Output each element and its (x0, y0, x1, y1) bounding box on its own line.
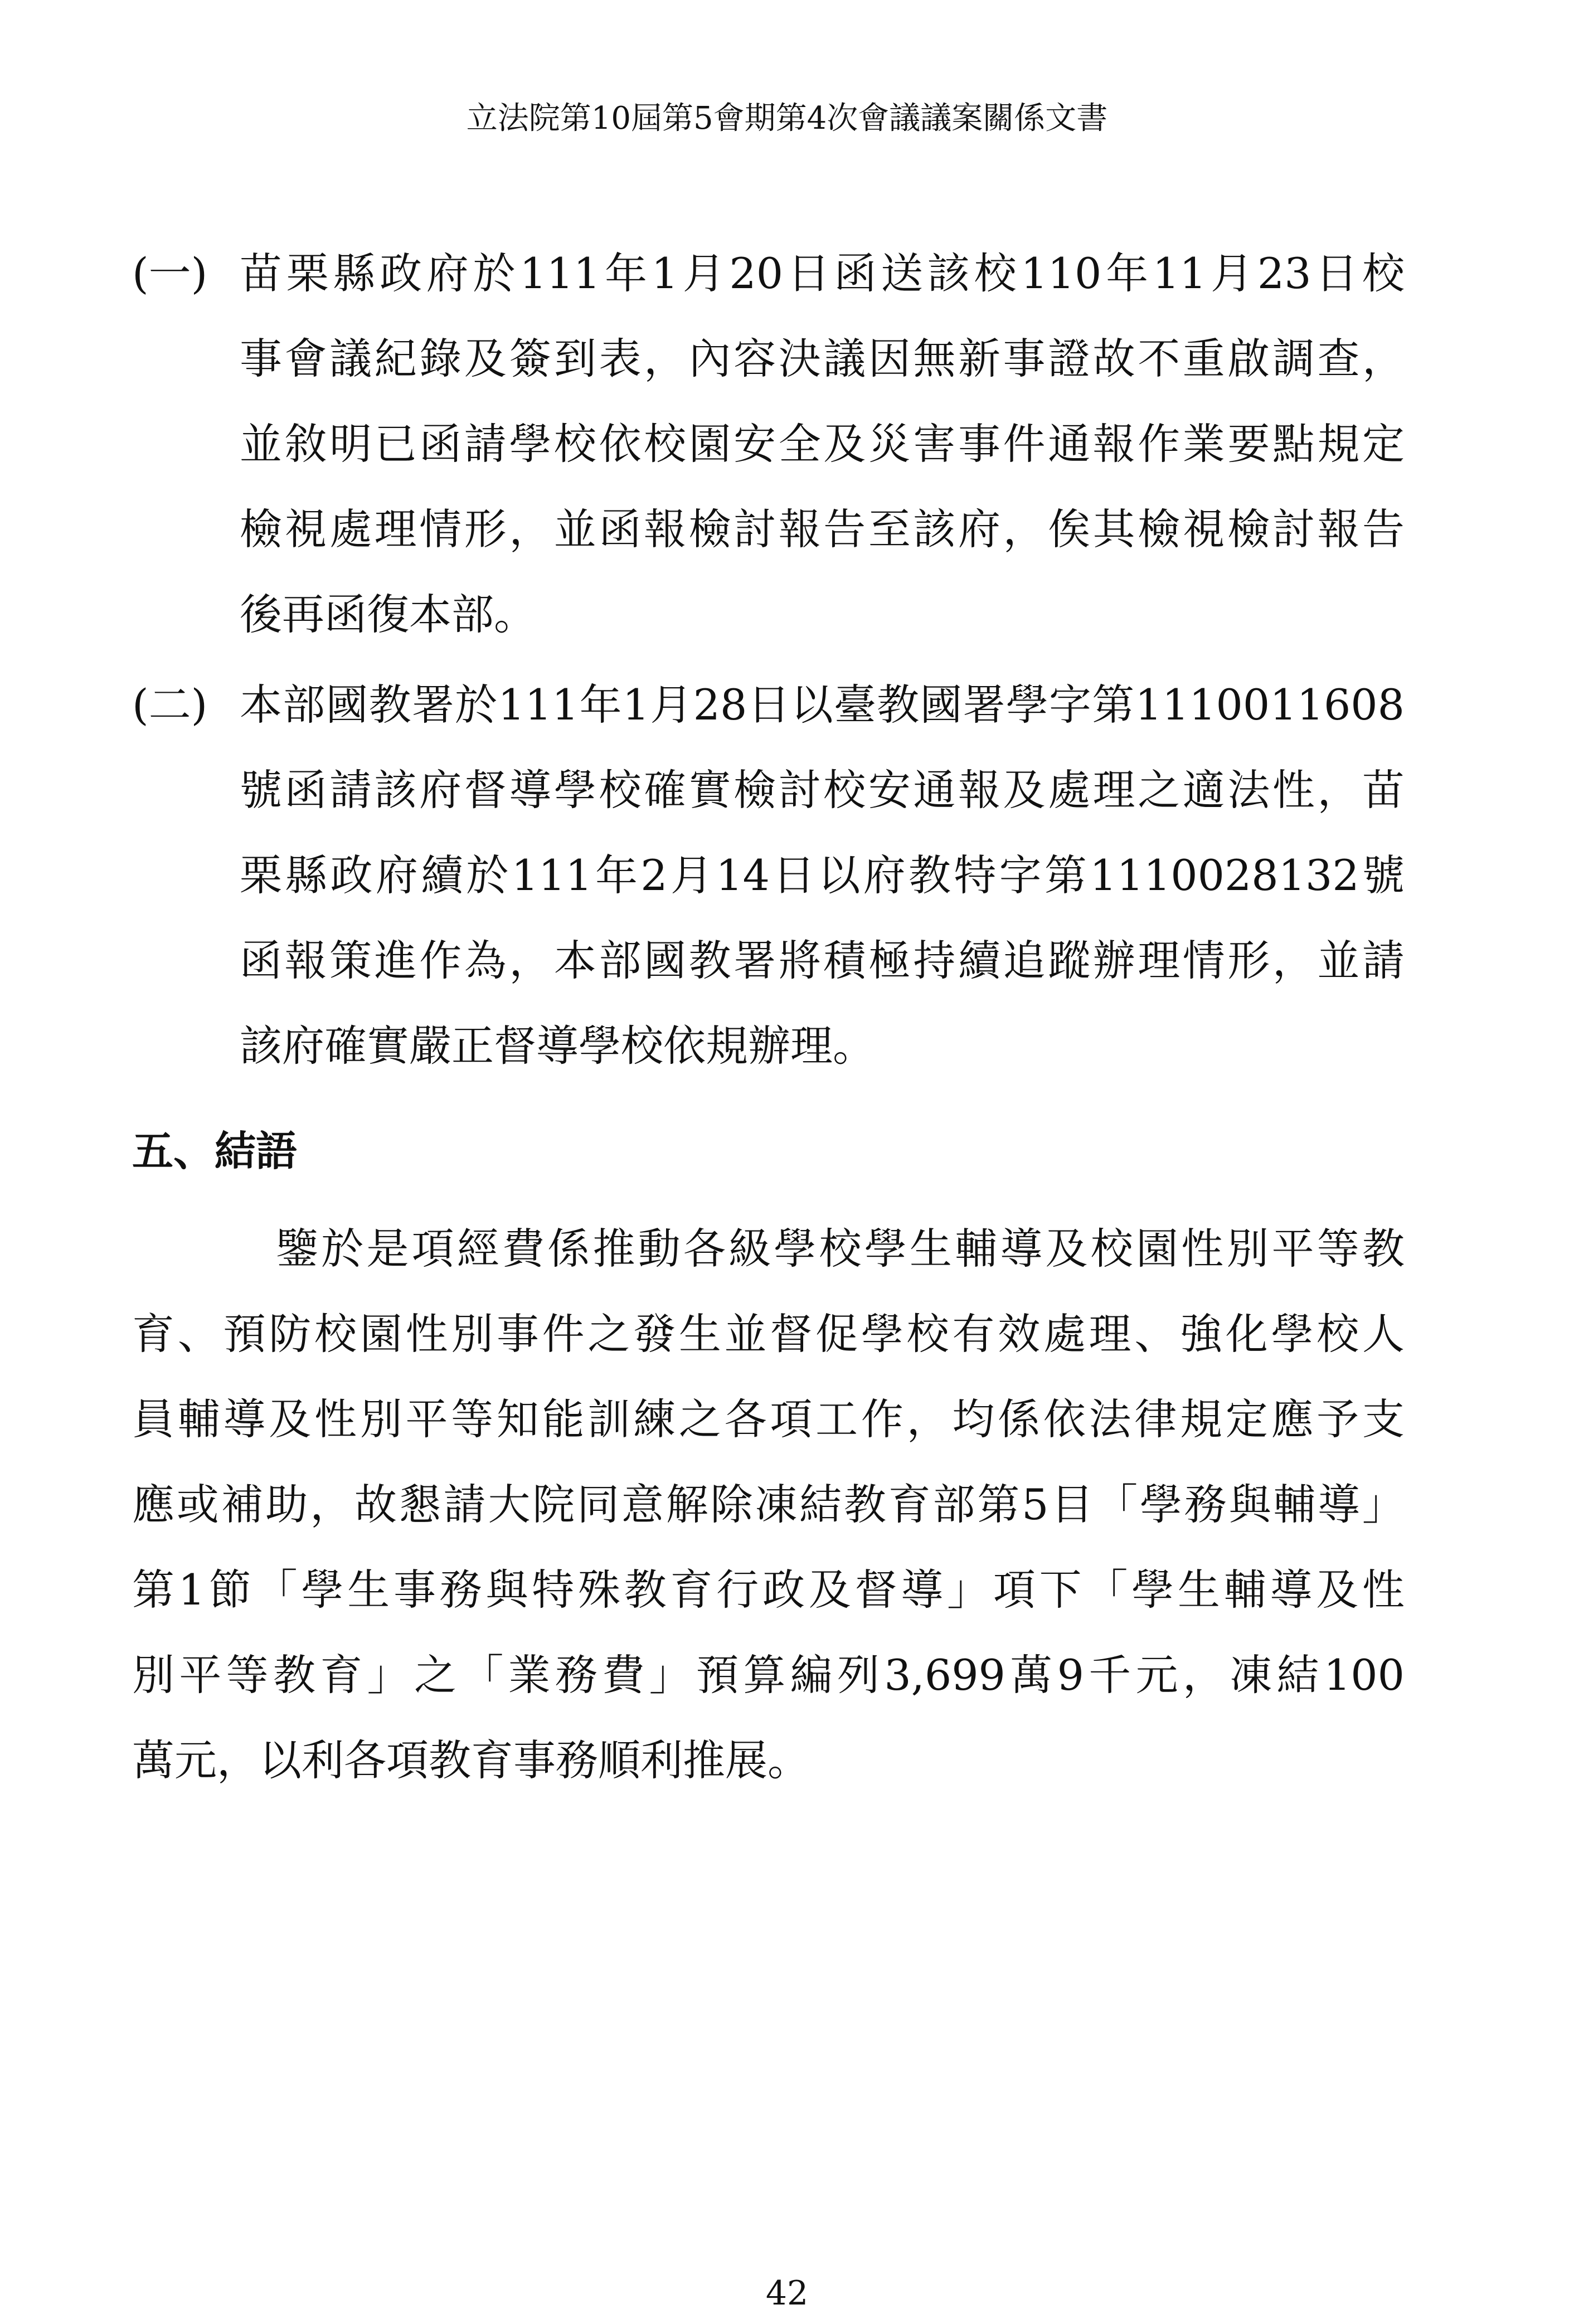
conclusion-paragraph (132, 1206, 1405, 1803)
text-line: 栗縣政府續於111年2月14日以府教特字第1110028132號 (240, 850, 1405, 900)
item-marker: (一) (132, 249, 208, 298)
text-line: 應或補助，故懇請大院同意解除凍結教育部第5目「學務與輔導」 (132, 1480, 1405, 1529)
item-1 (132, 231, 1405, 657)
text-line: 本部國教署於111年1月28日以臺教國署學字第1110011608 (240, 680, 1405, 730)
text-line: 第1節「學生事務與特殊教育行政及督導」項下「學生輔導及性 (132, 1565, 1405, 1615)
page-number: 42 (765, 2274, 809, 2313)
document-header: 立法院第10屆第5會期第4次會議議案關係文書 (466, 100, 1108, 137)
text-line: 員輔導及性別平等知能訓練之各項工作，均係依法律規定應予支 (132, 1394, 1405, 1444)
text-line: 號函請該府督導學校確實檢討校安通報及處理之適法性，苗 (240, 765, 1405, 815)
text-line: 函報策進作為，本部國教署將積極持續追蹤辦理情形，並請 (240, 936, 1405, 985)
item-marker: (二) (132, 680, 208, 730)
text-line: 育、預防校園性別事件之發生並督促學校有效處理、強化學校人 (132, 1309, 1405, 1359)
item-2 (132, 662, 1405, 1088)
text-line: 檢視處理情形，並函報檢討報告至該府，俟其檢視檢討報告 (240, 504, 1405, 554)
text-line: 苗栗縣政府於111年1月20日函送該校110年11月23日校 (240, 249, 1405, 298)
text-line: 並敘明已函請學校依校園安全及災害事件通報作業要點規定 (240, 419, 1405, 469)
text-line: 該府確實嚴正督導學校依規辦理。 (240, 1021, 875, 1071)
text-line: 事會議紀錄及簽到表，內容決議因無新事證故不重啟調查， (240, 334, 1405, 383)
text-line: 別平等教育」之「業務費」預算編列3,699萬9千元，凍結100 (132, 1650, 1405, 1700)
section-heading: 五、結語 (132, 1127, 297, 1175)
text-line: 鑒於是項經費係推動各級學校學生輔導及校園性別平等教 (276, 1224, 1405, 1273)
text-line: 萬元，以利各項教育事務順利推展。 (132, 1735, 810, 1785)
text-line: 後再函復本部。 (240, 590, 536, 639)
